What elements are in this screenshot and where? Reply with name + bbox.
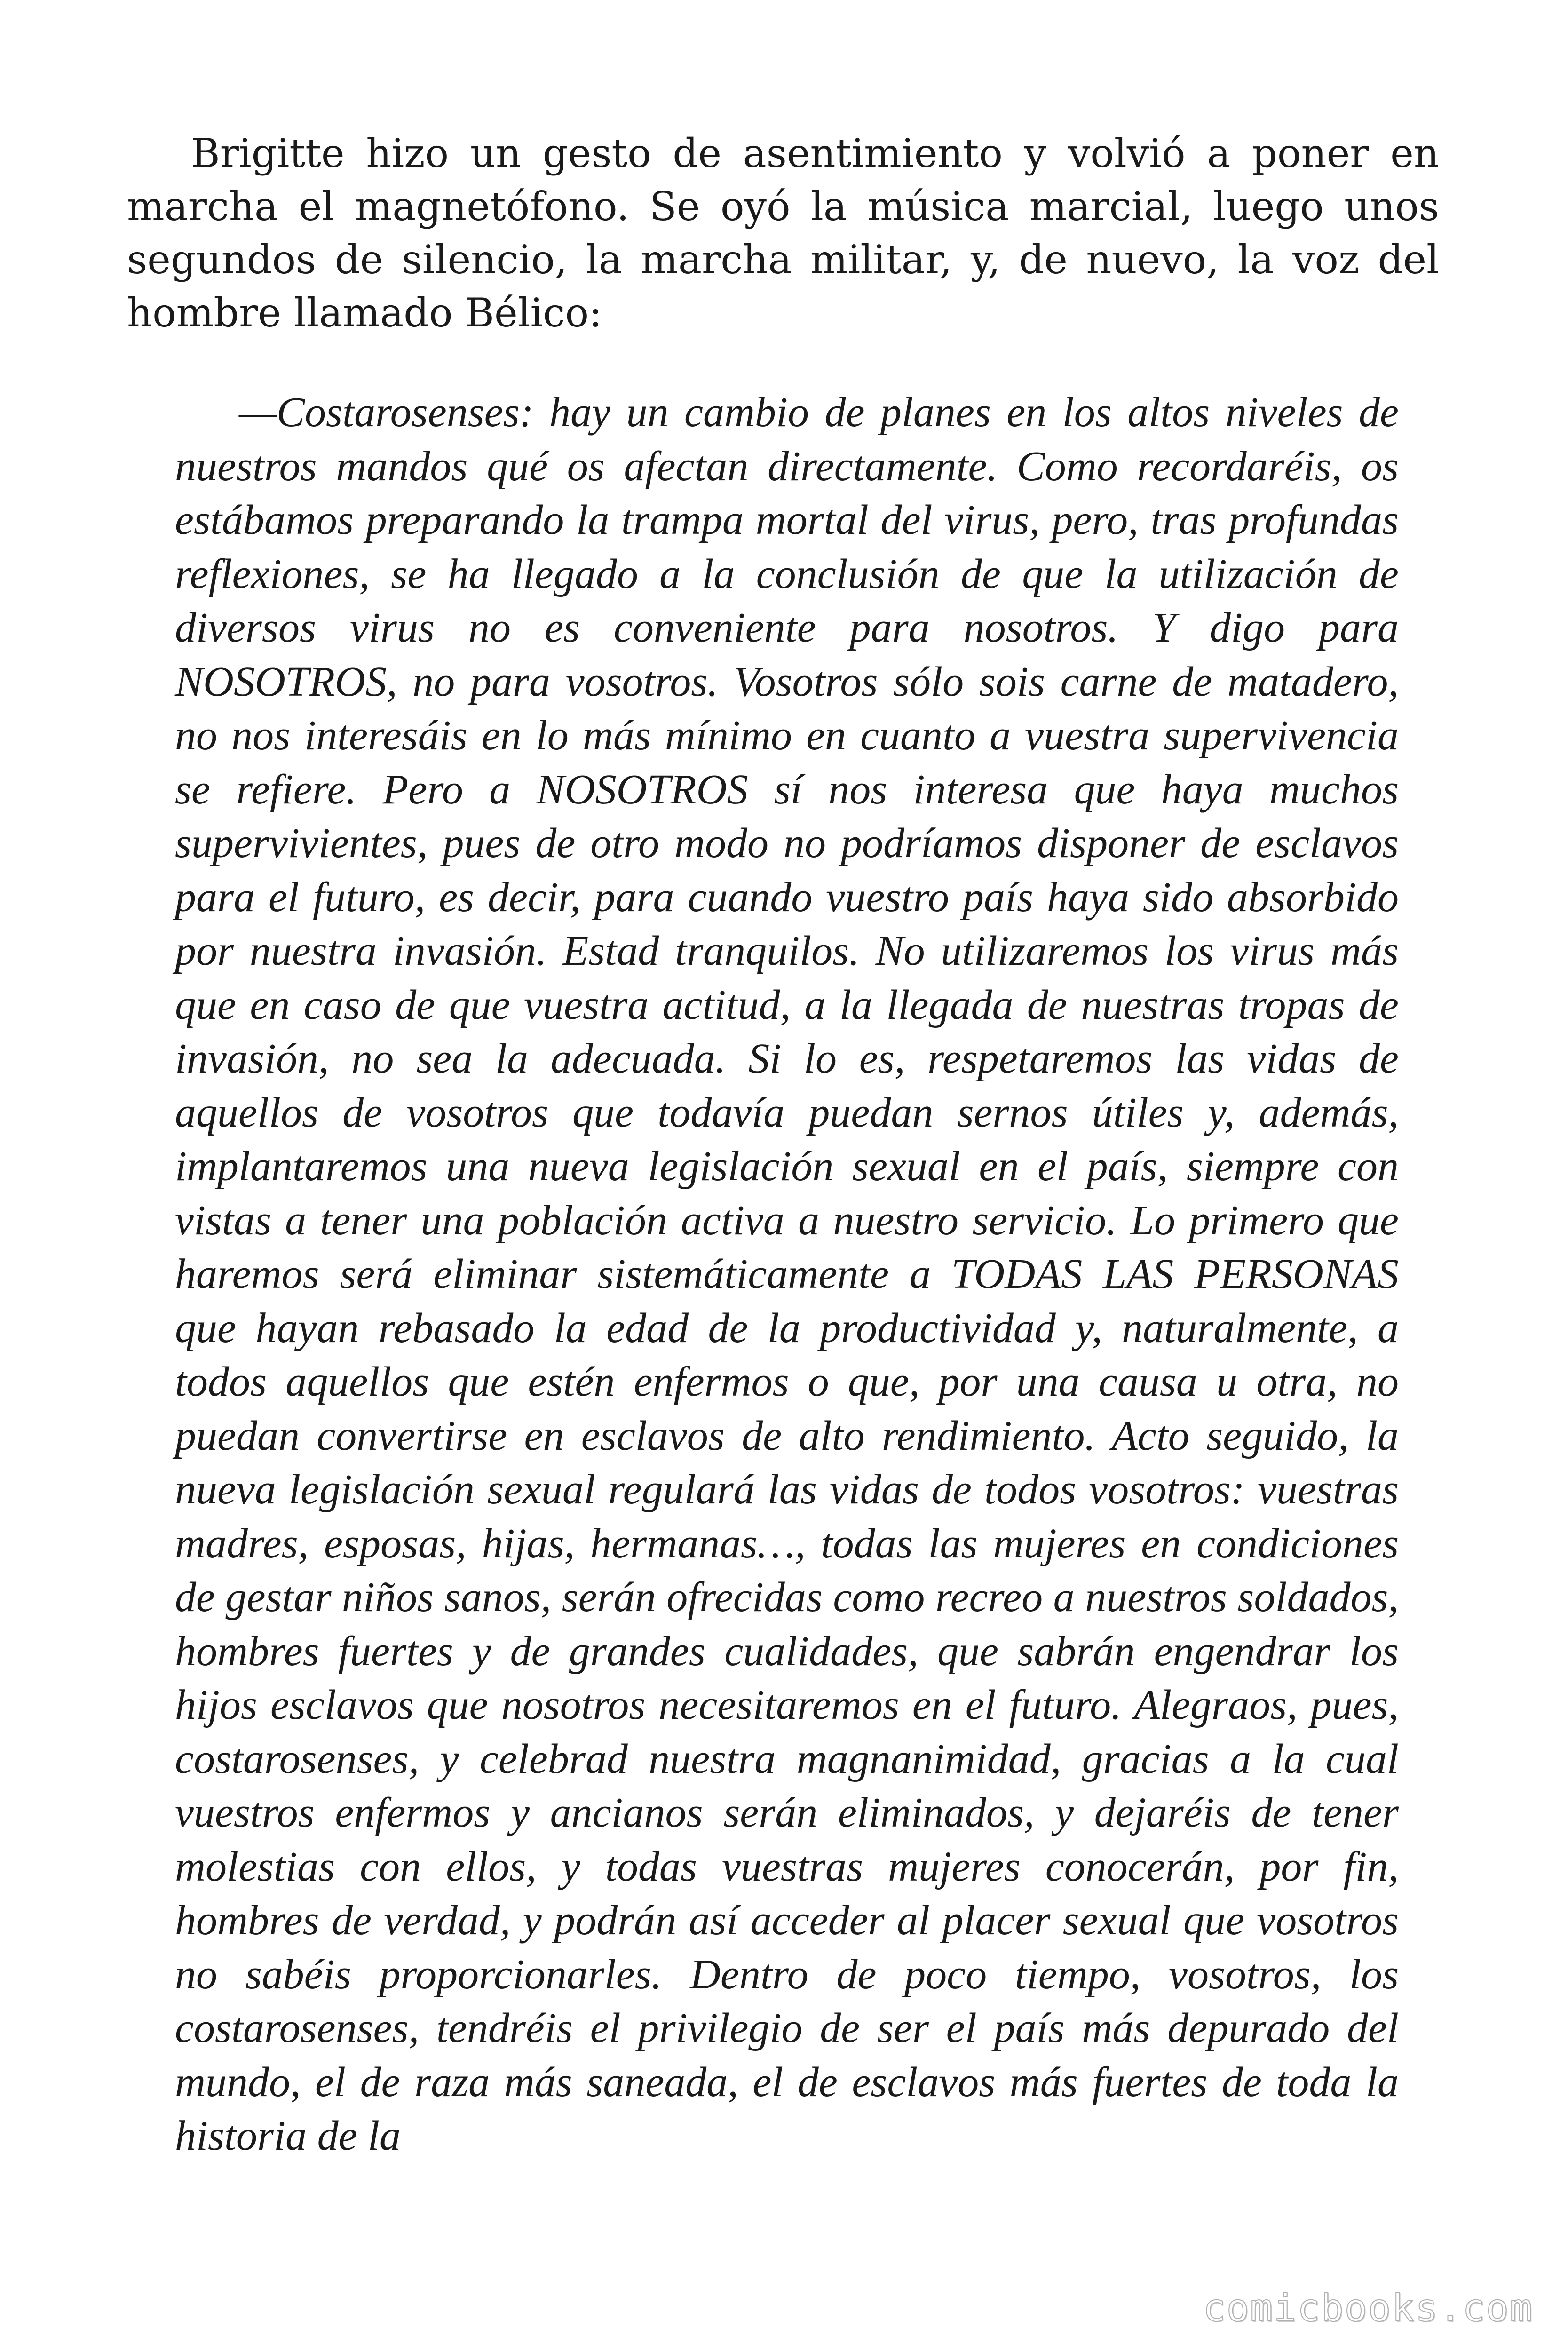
quoted-speech-paragraph: —Costarosenses: hay un cambio de planes en los altos niveles de nuestros mandos qué os afectan directamente. Como recordaréis, os estábamos preparando la trampa mortal del virus, pero, tras profundas reflexiones, se ha llegado a la conclusión de que la utilización de diversos virus no es conveniente para nosotros. Y digo para NOSOTROS, no para vosotros. Vosotros sólo sois carne de matadero, no nos interesáis en lo más mínimo en cuanto a vuestra supervivencia se refiere. Pero a NOSOTROS sí nos interesa que haya muchos supervivientes, pues de otro modo no podríamos disponer de esclavos para el futuro, es decir, para cuando vuestro país haya sido absorbido por nuestra invasión. Estad tranquilos. No utilizaremos los virus más que en caso de que vuestra actitud, a la llegada de nuestras tropas de invasión, no sea la adecuada. Si lo es, respetaremos las vidas de aquellos de vosotros que todavía puedan sernos útiles y, además, implantaremos una nueva legislación sexual en el país, siempre con vistas a tener una población activa a nuestro servicio. Lo primero que haremos será eliminar sistemáticamente a TODAS LAS PERSONAS que hayan rebasado la edad de la productividad y, naturalmente, a todos aquellos que estén enfermos o que, por una causa u otra, no puedan convertirse en esclavos de alto rendimiento. Acto seguido, la nueva legislación sexual regulará las vidas de todos vosotros: vuestras madres, esposas, hijas, hermanas…, todas las mujeres en condiciones de gestar niños sanos, serán ofrecidas como recreo a nuestros soldados, hombres fuertes y de grandes cualidades, que sabrán engendrar los hijos esclavos que nosotros necesitaremos en el futuro. Alegraos, pues, costarosenses, y celebrad nuestra magnanimidad, gracias a la cual vuestros enfermos y ancianos serán eliminados, y dejaréis de tener molestias con ellos, y todas vuestras mujeres conocerán, por fin, hombres de verdad, y podrán así acceder al placer sexual que vosotros no sabéis proporcionarles. Dentro de poco tiempo, vosotros, los costarosenses, tendréis el privilegio de ser el país más depurado del mundo, el de raza más saneada, el de esclavos más fuertes de toda la historia de la bbox=[175, 389, 1399, 2159]
watermark-text: comicbooks.com bbox=[1203, 2286, 1533, 2330]
narration-paragraph: Brigitte hizo un gesto de asentimiento y volvió a poner en marcha el magnetófono. Se oyó la música marcial, luego unos segundos de silencio, la marcha militar, y, de nuevo, la voz del hombre llamado Bélico: bbox=[127, 130, 1439, 336]
